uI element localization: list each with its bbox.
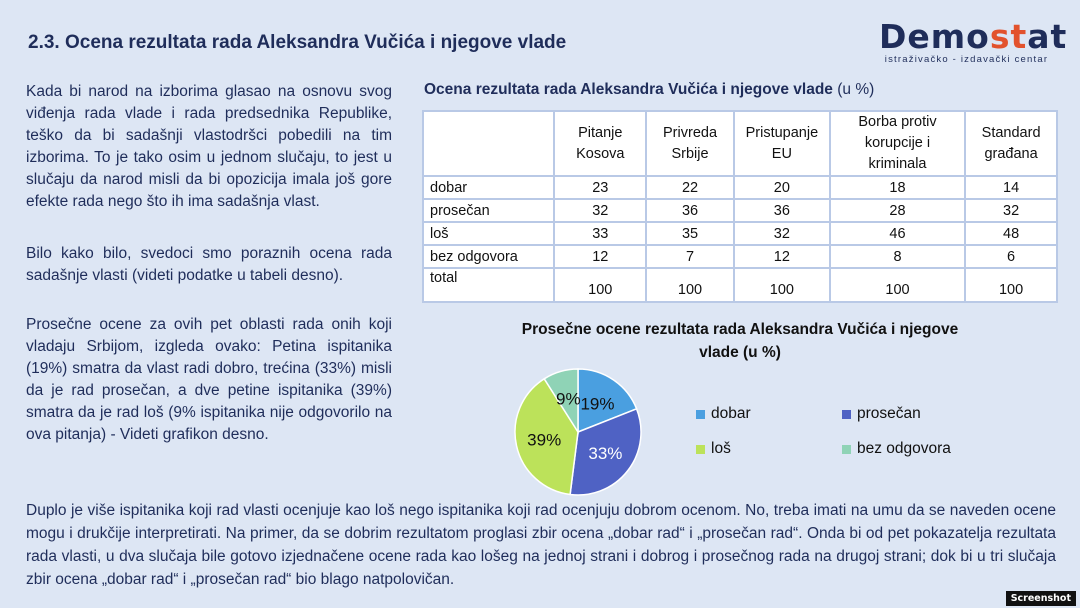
table-cell: 32 [554, 199, 646, 222]
table-row [423, 176, 1057, 199]
table-cell: 32 [965, 199, 1057, 222]
column-header: Pristupanje EU [734, 111, 830, 176]
legend-swatch [696, 410, 705, 419]
logo-wordmark: Demostat [879, 17, 1068, 56]
table-corner-cell [423, 111, 554, 176]
table-cell: 7 [646, 245, 734, 268]
table-cell: 100 [646, 268, 734, 302]
averages-paragraph: Prosečne ocene za ovih pet oblasti rada onih koji vladaju Srbijom, izgleda ovako: Petina ispitanika (19%) smatra da vlast radi dobro, trećina (33%) misli da je rad prosečan, a dve petine ispitanika (39%) smatra da je rad loš (9% ispitanika nije odgovorilo na ova pitanja) - Videti grafikon desno. [26, 316, 392, 443]
row-label: loš [423, 222, 554, 245]
pie-data-label: 9% [556, 389, 581, 409]
column-header: Pitanje Kosova [554, 111, 646, 176]
table-cell: 22 [646, 176, 734, 199]
summary-paragraph: Bilo kako bilo, svedoci smo poraznih ocena rada sadašnje vlasti (videti podatke u tabeli desno). [26, 245, 392, 284]
table-cell: 8 [830, 245, 965, 268]
table-caption: Ocena rezultata rada Aleksandra Vučića i njegove vlade (u %) [424, 81, 875, 98]
table-cell: 23 [554, 176, 646, 199]
intro-paragraph: Kada bi narod na izborima glasao na osnovu svog viđenja rada vlade i rada predsednika Republike, teško da bi sadašnji vlastodršci pobedili na tim izborima. To je tako osim u jednom slučaju, to jest u slučaju da narod misli da bi opozicija imala još gore efekte rada nego što ih ima sadašnja vlast. [26, 83, 392, 210]
table-cell: 28 [830, 199, 965, 222]
legend-swatch [696, 445, 705, 454]
row-label: prosečan [423, 199, 554, 222]
row-label: bez odgovora [423, 245, 554, 268]
legend-item: bez odgovora [842, 440, 951, 458]
table-cell: 48 [965, 222, 1057, 245]
legend-item: prosečan [842, 405, 921, 423]
table-cell: 46 [830, 222, 965, 245]
table-cell: 100 [965, 268, 1057, 302]
table-row [423, 245, 1057, 268]
pie-data-label: 33% [588, 444, 623, 464]
row-label: dobar [423, 176, 554, 199]
table-cell: 12 [554, 245, 646, 268]
table-row [423, 199, 1057, 222]
table-cell: 100 [554, 268, 646, 302]
table-cell: 100 [734, 268, 830, 302]
logo-subtitle: istraživačko - izdavački centar [884, 54, 1049, 65]
table-cell: 14 [965, 176, 1057, 199]
pie-chart [512, 366, 644, 498]
pie-data-label: 39% [527, 430, 562, 450]
page-title: 2.3. Ocena rezultata rada Aleksandra Vučića i njegove vlade [28, 32, 567, 53]
column-header: Privreda Srbije [646, 111, 734, 176]
table-row-total [423, 268, 1057, 302]
conclusion-paragraph: Duplo je više ispitanika koji rad vlasti ocenjuje kao loš nego ispitanika koji rad ocenjuju dobrom ocenom. No, treba imati na umu da se naveden ocene mogu i drukčije interpretirati. Na primer, da se dobrim rezultatom proglasi zbir ocena „dobar rad“ i „prosečan rad“. Onda bi od pet pokazatelja rezultata rada vlasti, u dva slučaja bile gotovo izjednačene ocene rada kao lošeg na jednoj strani i dobrog i prosečnog rada na drugoj strani; dok bi u tri slučaja zbir ocena „dobar rad“ i „prosečan rad“ bio blago natpolovičan. [26, 502, 1056, 588]
table-cell: 36 [646, 199, 734, 222]
table-cell: 6 [965, 245, 1057, 268]
table-cell: 100 [830, 268, 965, 302]
screenshot-badge: Screenshot [1006, 591, 1076, 606]
legend-item: loš [696, 440, 731, 458]
table-cell: 33 [554, 222, 646, 245]
row-label: total [423, 268, 554, 302]
legend-swatch [842, 410, 851, 419]
chart-title: Prosečne ocene rezultata rada Aleksandra Vučića i njegove vlade (u %) [521, 321, 959, 361]
ratings-table [422, 110, 1058, 303]
column-header: Borba protiv korupcije i kriminala [830, 111, 965, 176]
column-header: Standard građana [965, 111, 1057, 176]
table-header-row [423, 111, 1057, 176]
table-cell: 35 [646, 222, 734, 245]
legend-swatch [842, 445, 851, 454]
pie-data-label: 19% [580, 394, 615, 414]
table-row [423, 222, 1057, 245]
table-cell: 32 [734, 222, 830, 245]
demostat-logo [879, 17, 1068, 65]
table-cell: 18 [830, 176, 965, 199]
legend-item: dobar [696, 405, 751, 423]
table-cell: 20 [734, 176, 830, 199]
table-cell: 36 [734, 199, 830, 222]
table-cell: 12 [734, 245, 830, 268]
